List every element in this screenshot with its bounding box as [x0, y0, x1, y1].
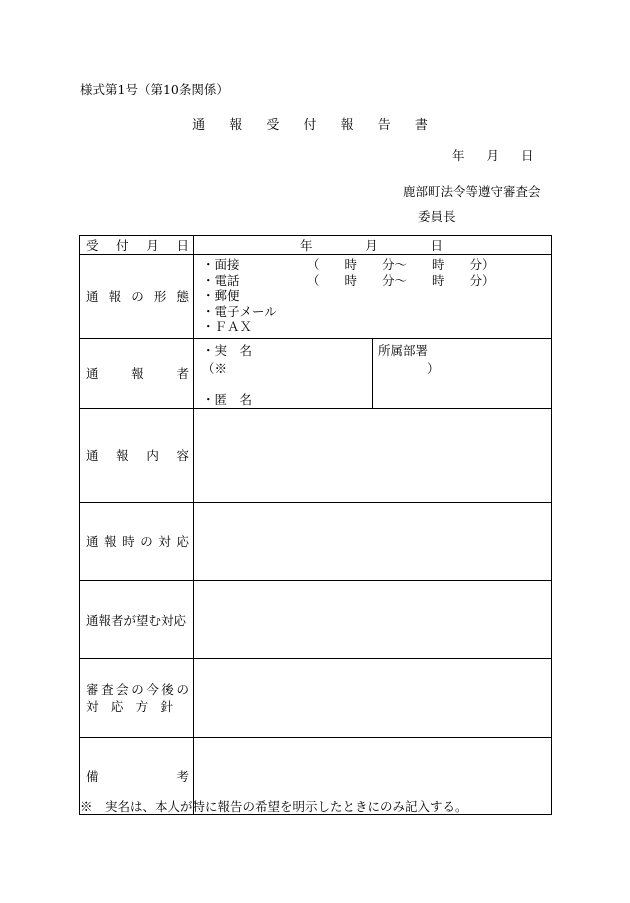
- organization-name: 鹿部町法令等遵守審査会: [403, 184, 541, 199]
- label-char: 内: [146, 448, 159, 463]
- label-char: 年: [300, 238, 313, 253]
- label-char: 方: [135, 699, 149, 714]
- label-char: 対: [158, 534, 171, 549]
- label-char: 報: [116, 448, 129, 463]
- label-reporter: [80, 339, 194, 409]
- label-char: 日: [430, 238, 443, 253]
- label-char: 報: [104, 534, 117, 549]
- desired-response-label: 通報者が望む対応: [86, 612, 187, 628]
- label-char: 者: [176, 366, 189, 381]
- label-char: 会: [116, 682, 129, 697]
- desired-response-field[interactable]: [194, 581, 552, 659]
- label-char: 通: [86, 366, 99, 381]
- form-number: 様式第1号（第10条関係）: [80, 82, 229, 97]
- addressee-chair: 委員長: [418, 209, 456, 224]
- label-report-content: [80, 409, 194, 503]
- label-char: 備: [86, 768, 99, 784]
- label-char: 日: [176, 237, 189, 253]
- label-char: 審: [86, 682, 99, 697]
- label-char: の: [131, 289, 144, 304]
- label-char: 報: [131, 366, 144, 381]
- label-char: 容: [176, 448, 189, 463]
- label-char: 付: [116, 237, 129, 253]
- form-option-3[interactable]: [202, 304, 551, 320]
- form-option-time: （ 時 分〜 時 分）: [307, 272, 495, 288]
- label-char: 後: [161, 682, 174, 697]
- form-option-name: ・電子メール: [202, 303, 277, 319]
- row-report-form: [80, 255, 552, 339]
- report-form-options[interactable]: [194, 255, 552, 339]
- department-label: 所属部署: [378, 343, 429, 358]
- report-date: 年 月 日: [452, 148, 534, 163]
- anonymous-option[interactable]: ・匿 名: [202, 392, 253, 407]
- label-char: 応: [176, 534, 189, 549]
- label-char: 応: [110, 699, 124, 714]
- label-char: 通: [86, 289, 99, 304]
- future-policy-field[interactable]: [194, 659, 552, 738]
- label-report-form: [80, 255, 194, 339]
- row-reporter: [80, 339, 552, 409]
- label-char: 時: [122, 534, 135, 549]
- label-char: 通: [86, 534, 99, 549]
- form-option-name: ・郵便: [202, 288, 240, 303]
- form-option-1[interactable]: [202, 273, 551, 289]
- label-received-date: [80, 236, 194, 255]
- label-char: 態: [176, 289, 189, 304]
- row-received-date: [80, 236, 552, 255]
- label-char: 受: [86, 237, 99, 253]
- received-date-field[interactable]: [194, 236, 552, 255]
- form-option-4[interactable]: [202, 319, 551, 335]
- row-report-content: [80, 409, 552, 503]
- form-option-2[interactable]: [202, 288, 551, 304]
- label-char: 針: [160, 699, 173, 714]
- label-char: 今: [146, 682, 159, 697]
- label-char: 対: [86, 699, 99, 714]
- form-option-name: ・面接: [202, 257, 240, 272]
- label-future-policy: [80, 659, 194, 738]
- row-future-policy: [80, 659, 552, 738]
- real-name-option[interactable]: ・実 名（※ ）: [202, 343, 440, 376]
- label-char: 月: [146, 237, 159, 253]
- document-title: 通 報 受 付 報 告 書: [192, 118, 438, 133]
- report-form-table: [79, 235, 552, 815]
- label-response-at-report: [80, 503, 194, 581]
- label-char: の: [176, 682, 189, 697]
- report-content-field[interactable]: [194, 409, 552, 503]
- label-char: 報: [108, 289, 122, 304]
- row-response-at-report: [80, 503, 552, 581]
- label-char: 通: [86, 448, 99, 463]
- label-char: 月: [365, 238, 378, 253]
- label-desired-response: [80, 581, 194, 659]
- label-char: 査: [101, 682, 114, 697]
- form-option-time: （ 時 分〜 時 分）: [307, 257, 495, 272]
- form-option-name: ・電話: [202, 272, 240, 288]
- response-at-report-field[interactable]: [194, 503, 552, 581]
- label-char: の: [131, 682, 144, 697]
- label-char: 考: [176, 768, 189, 784]
- form-option-0[interactable]: [202, 257, 551, 273]
- label-char: 形: [153, 289, 167, 304]
- label-char: の: [140, 534, 153, 549]
- footnote: ※ 実名は、本人が特に報告の希望を明示したときにのみ記入する。: [80, 799, 468, 814]
- form-option-name: ・ＦＡＸ: [202, 319, 253, 334]
- row-desired-response: [80, 581, 552, 659]
